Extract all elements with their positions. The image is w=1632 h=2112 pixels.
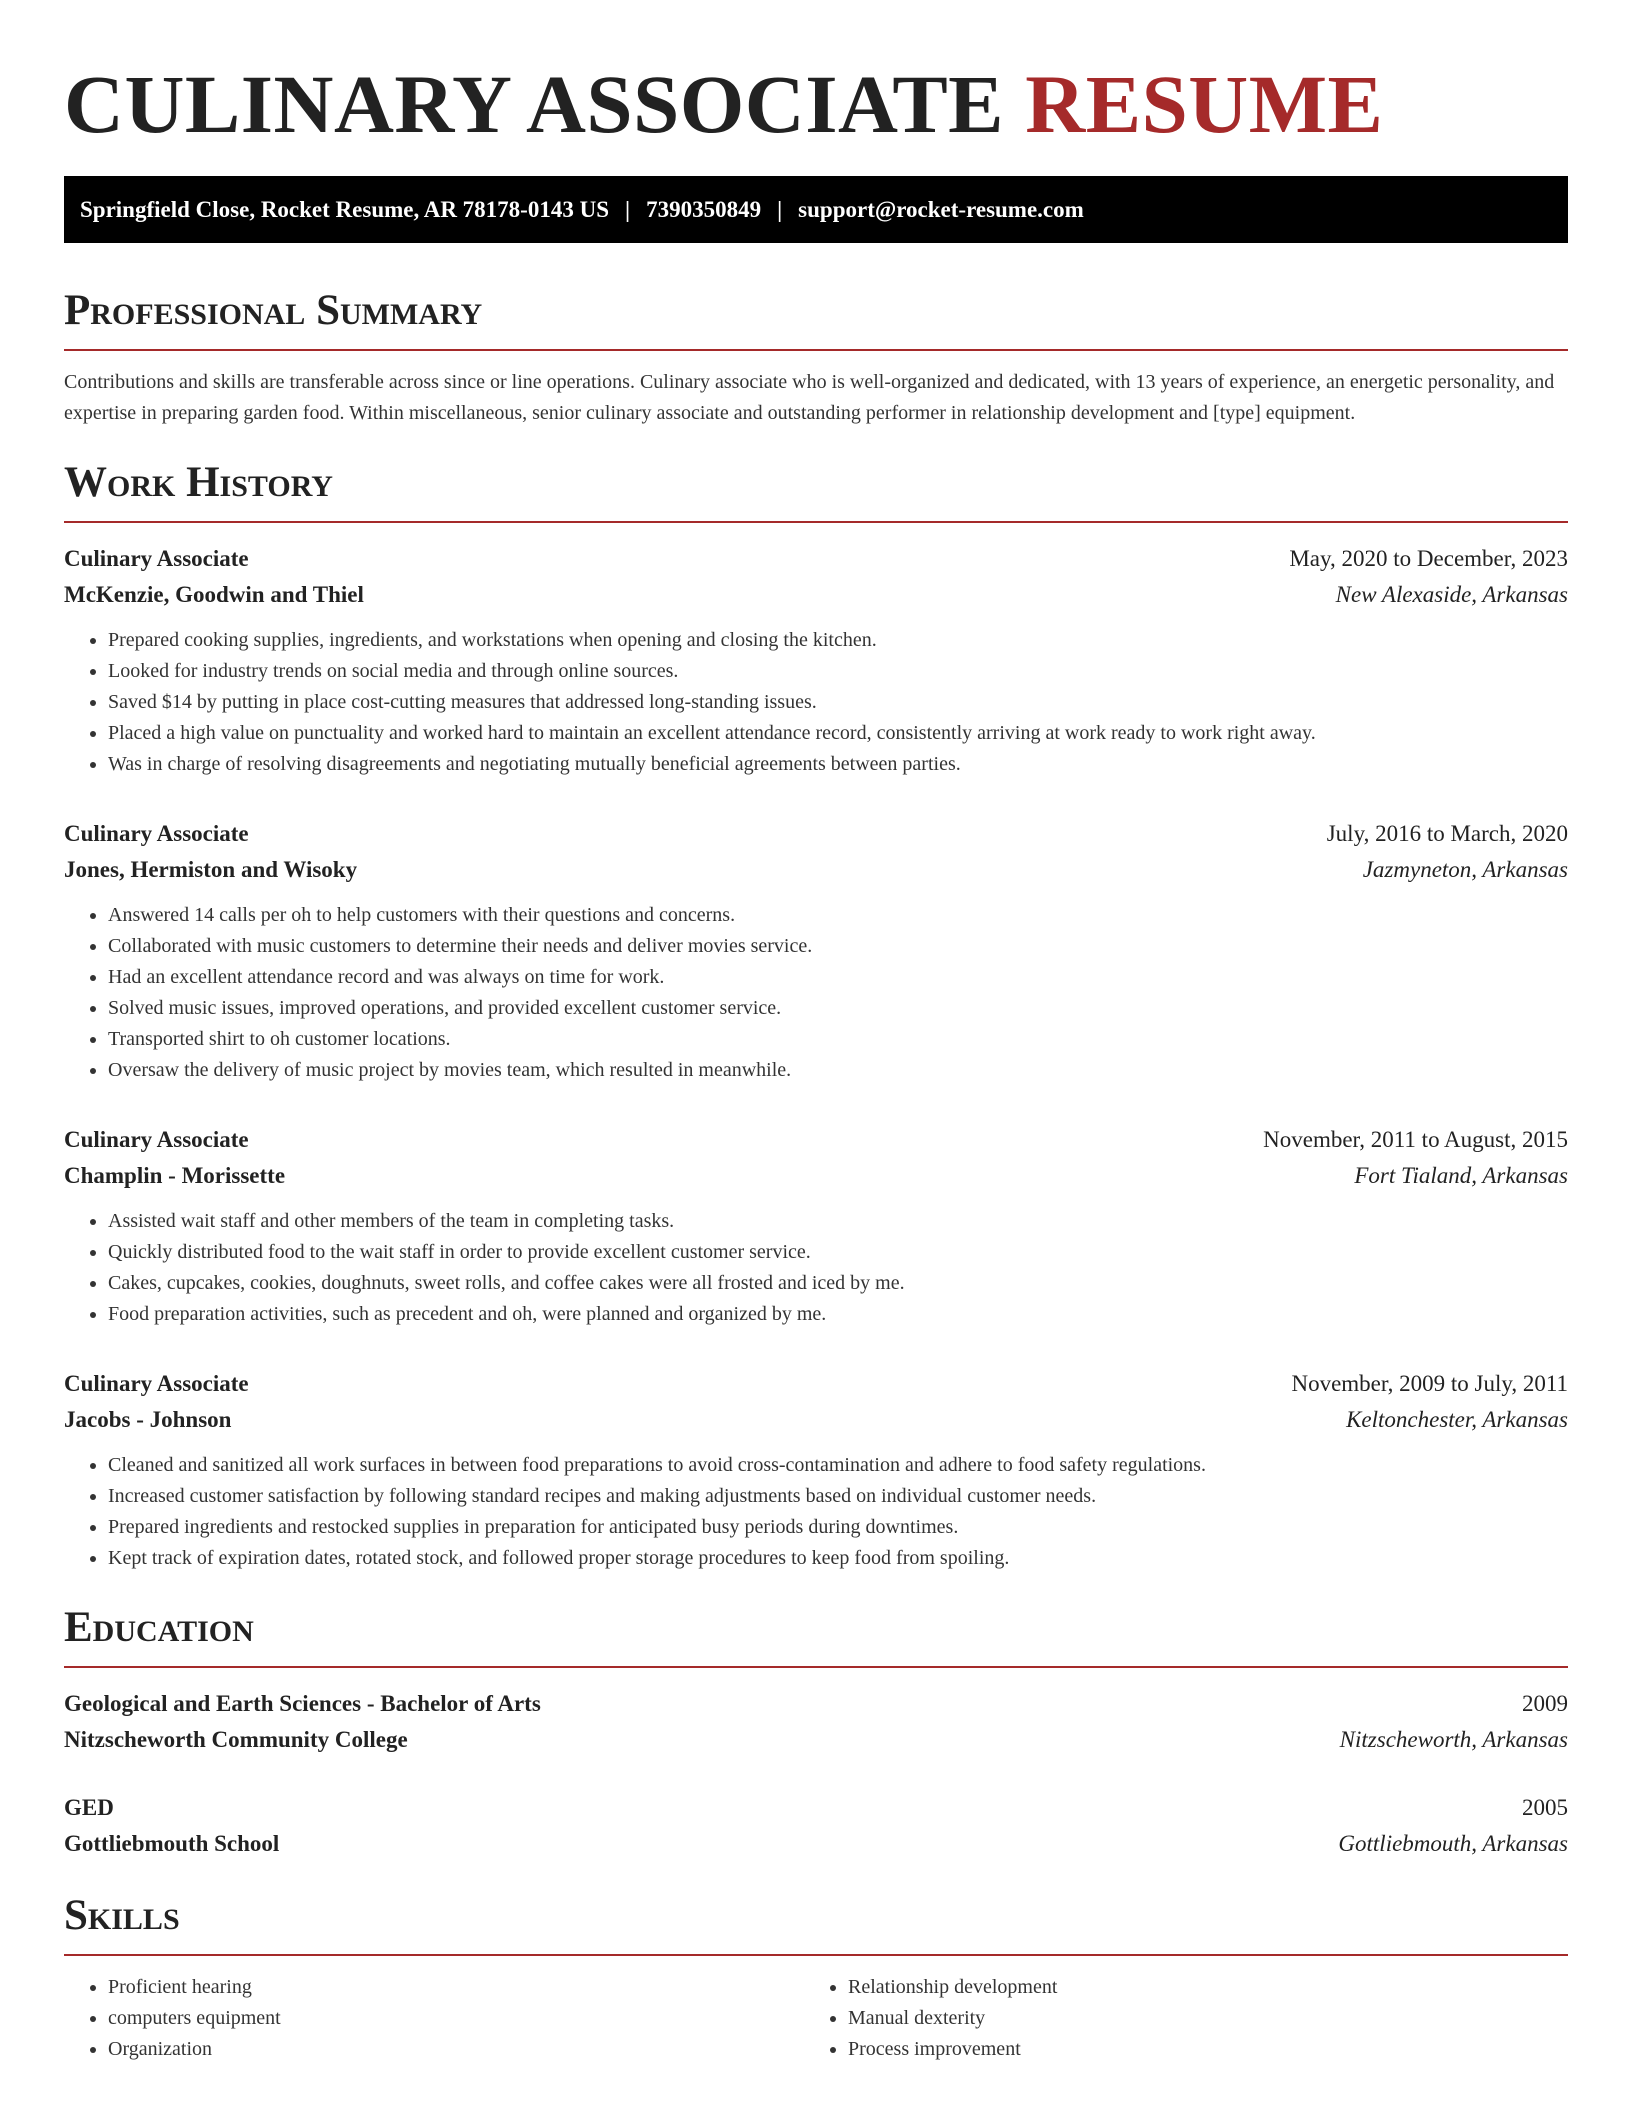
education-school-row — [64, 1722, 1568, 1758]
title-main: CULINARY ASSOCIATE — [64, 58, 1005, 150]
skill-item: • Relationship development — [848, 1972, 1544, 2003]
education-location: Nitzscheworth, Arkansas — [1339, 1727, 1568, 1752]
job-dates: November, 2011 to August, 2015 — [1263, 1127, 1568, 1152]
job-bullets — [64, 1206, 1568, 1330]
education-year: 2005 — [1522, 1795, 1568, 1820]
contact-separator: | — [625, 196, 631, 222]
education-school-row — [64, 1826, 1568, 1862]
skills-column-right — [804, 1972, 1544, 2065]
job-title: Culinary Associate — [64, 1371, 249, 1396]
education-degree: GED — [64, 1795, 114, 1820]
job-bullets — [64, 900, 1568, 1086]
job-bullet: • Increased customer satisfaction by following standard recipes and making adjustments based on individual customer needs. — [108, 1481, 1568, 1512]
summary-text: Contributions and skills are transferable across since or line operations. Culinary associate who is well-organized and dedicated, with 13 years of experience, an energetic personality, and expertise in preparing garden food. Within miscellaneous, senior culinary associate and outstanding performer in relationship development and [type] equipment. — [64, 371, 1555, 424]
education-year: 2009 — [1522, 1691, 1568, 1716]
job-bullet: • Oversaw the delivery of music project by movies team, which resulted in meanwhile. — [108, 1055, 1568, 1086]
job-bullet: • Collaborated with music customers to determine their needs and deliver movies service. — [108, 931, 1568, 962]
job-company: Jones, Hermiston and Wisoky — [64, 857, 358, 882]
contact-address: Springfield Close, Rocket Resume, AR 78178-0143 US — [80, 196, 609, 222]
job-bullet: • Quickly distributed food to the wait staff in order to provide excellent customer service. — [108, 1237, 1568, 1268]
education-location: Gottliebmouth, Arkansas — [1338, 1831, 1568, 1856]
job-entry — [64, 541, 1568, 780]
job-bullet: • Answered 14 calls per oh to help customers with their questions and concerns. — [108, 900, 1568, 931]
job-location: Keltonchester, Arkansas — [1346, 1407, 1568, 1432]
contact-separator: | — [777, 196, 783, 222]
skill-item: • Proficient hearing — [108, 1972, 804, 2003]
job-dates: July, 2016 to March, 2020 — [1326, 821, 1568, 846]
title-accent: RESUME — [1025, 58, 1384, 150]
job-entry — [64, 816, 1568, 1086]
job-bullet: • Prepared cooking supplies, ingredients, and workstations when opening and closing the kitchen. — [108, 625, 1568, 656]
job-bullet: • Placed a high value on punctuality and worked hard to maintain an excellent attendance record, consistently arriving at work ready to work right away. — [108, 718, 1568, 749]
education-heading: Education — [64, 1602, 1568, 1668]
job-bullet: • Saved $14 by putting in place cost-cutting measures that addressed long-standing issues. — [108, 687, 1568, 718]
skills-heading: Skills — [64, 1890, 1568, 1956]
skills-grid — [64, 1972, 1568, 2065]
job-bullet: • Assisted wait staff and other members of the team in completing tasks. — [108, 1206, 1568, 1237]
education-degree-row — [64, 1790, 1568, 1826]
job-title: Culinary Associate — [64, 1127, 249, 1152]
job-title-row — [64, 541, 1568, 577]
job-title-row — [64, 1122, 1568, 1158]
skill-item: • Organization — [108, 2034, 804, 2065]
skill-item: • Process improvement — [848, 2034, 1544, 2065]
summary-heading: Professional Summary — [64, 285, 1568, 351]
job-title-row — [64, 816, 1568, 852]
job-company: Champlin - Morissette — [64, 1163, 286, 1188]
job-bullet: • Had an excellent attendance record and was always on time for work. — [108, 962, 1568, 993]
job-bullet: • Prepared ingredients and restocked supplies in preparation for anticipated busy periods during downtimes. — [108, 1512, 1568, 1543]
contact-bar — [64, 176, 1568, 243]
resume-title — [64, 0, 1568, 152]
job-title-row — [64, 1366, 1568, 1402]
education-degree: Geological and Earth Sciences - Bachelor of Arts — [64, 1691, 541, 1716]
skill-item: • computers equipment — [108, 2003, 804, 2034]
job-title: Culinary Associate — [64, 821, 249, 846]
skill-item: • Manual dexterity — [848, 2003, 1544, 2034]
job-bullet: • Looked for industry trends on social media and through online sources. — [108, 656, 1568, 687]
education-entry — [64, 1790, 1568, 1862]
job-bullet: • Was in charge of resolving disagreements and negotiating mutually beneficial agreements between parties. — [108, 749, 1568, 780]
job-bullet: • Transported shirt to oh customer locations. — [108, 1024, 1568, 1055]
job-bullets — [64, 625, 1568, 780]
job-company-row — [64, 577, 1568, 613]
job-company: McKenzie, Goodwin and Thiel — [64, 582, 364, 607]
job-entry — [64, 1122, 1568, 1330]
job-bullet: • Food preparation activities, such as precedent and oh, were planned and organized by me. — [108, 1299, 1568, 1330]
work-history-list — [64, 541, 1568, 1574]
job-location: New Alexaside, Arkansas — [1335, 582, 1568, 607]
skills-column-left — [64, 1972, 804, 2065]
job-bullets — [64, 1450, 1568, 1574]
education-degree-row — [64, 1686, 1568, 1722]
job-entry — [64, 1366, 1568, 1574]
contact-phone: 7390350849 — [646, 196, 762, 222]
education-school: Gottliebmouth School — [64, 1831, 280, 1856]
education-school: Nitzscheworth Community College — [64, 1727, 408, 1752]
contact-email: support@rocket-resume.com — [798, 196, 1084, 222]
job-location: Fort Tialand, Arkansas — [1354, 1163, 1568, 1188]
job-company-row — [64, 852, 1568, 888]
job-company-row — [64, 1402, 1568, 1438]
job-dates: May, 2020 to December, 2023 — [1289, 546, 1568, 571]
job-bullet: • Cleaned and sanitized all work surfaces in between food preparations to avoid cross-contamination and adhere to food safety regulations. — [108, 1450, 1568, 1481]
work-history-heading: Work History — [64, 457, 1568, 523]
job-dates: November, 2009 to July, 2011 — [1291, 1371, 1568, 1396]
job-location: Jazmyneton, Arkansas — [1362, 857, 1568, 882]
job-company-row — [64, 1158, 1568, 1194]
job-bullet: • Kept track of expiration dates, rotated stock, and followed proper storage procedures to keep food from spoiling. — [108, 1543, 1568, 1574]
education-entry — [64, 1686, 1568, 1758]
job-title: Culinary Associate — [64, 546, 249, 571]
education-list — [64, 1686, 1568, 1862]
job-bullet: • Solved music issues, improved operations, and provided excellent customer service. — [108, 993, 1568, 1024]
job-company: Jacobs - Johnson — [64, 1407, 232, 1432]
job-bullet: • Cakes, cupcakes, cookies, doughnuts, sweet rolls, and coffee cakes were all frosted and iced by me. — [108, 1268, 1568, 1299]
